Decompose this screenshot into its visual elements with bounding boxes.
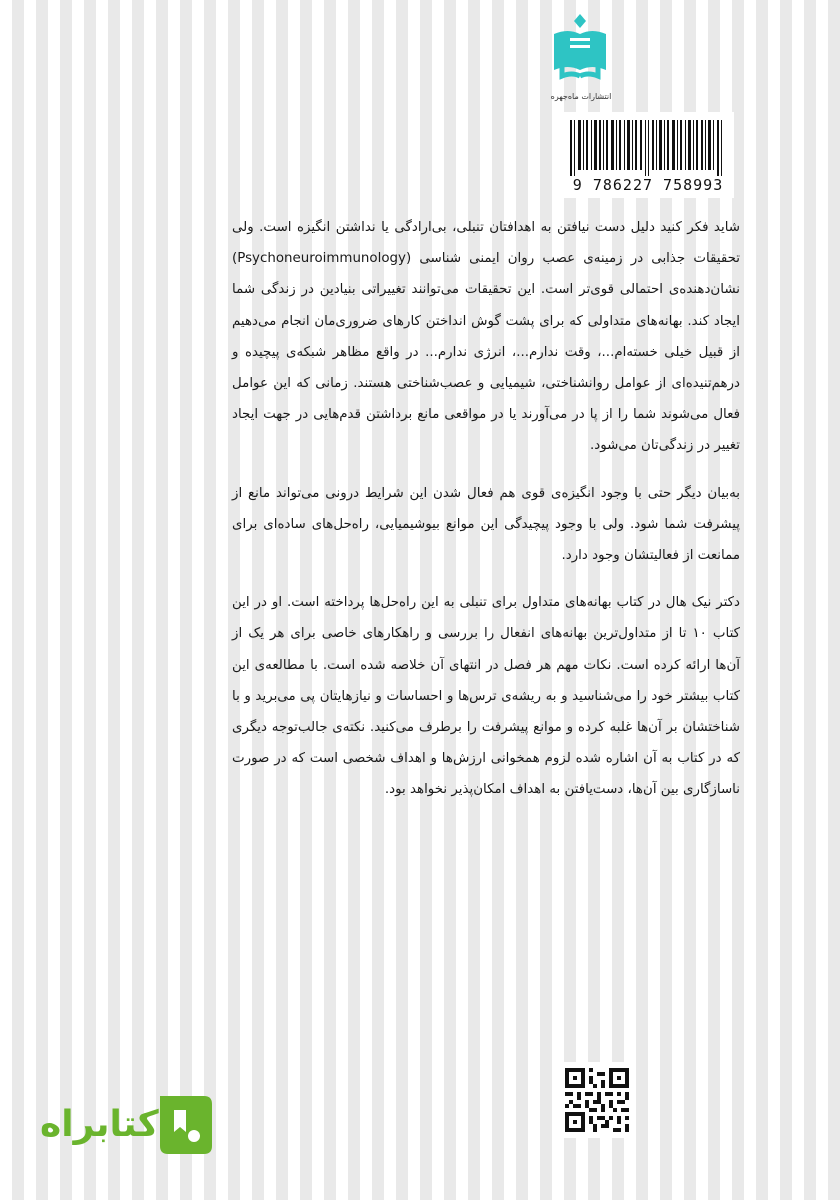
- barcode-bars: [568, 120, 728, 176]
- ketabrah-bookmark-icon: [154, 1092, 216, 1158]
- ketabrah-wordmark: کتابراه: [40, 1104, 159, 1145]
- ketabrah-logo: [36, 1092, 216, 1158]
- isbn-barcode: [562, 112, 734, 198]
- description-paragraph-2: به‌بیان دیگر حتی با وجود انگیزه‌ی قوی هم فعال شدن این شرایط درونی می‌تواند مانع از پیشرفت شما شود. ولی با وجود پیچید‌گی این موانع بیوشیمیایی، راه‌حل‌های ساده‌ای برای ممانعت از فعالیتشان وجود دارد.: [232, 485, 740, 564]
- barcode-digits: 9 786227 758993: [572, 176, 724, 194]
- qr-code: [558, 1062, 636, 1138]
- back-cover-description: [232, 212, 740, 822]
- description-paragraph-1: شاید فکر کنید دلیل دست نیافتن به اهدافتان تنبلی، بی‌اراد‌گی یا نداشتن انگیزه است. ولی تحقیقات جذابی در زمینه‌ی عصب روان ایمنی شناسی (Psychoneuroimmunology) نشان‌دهنده‌ی احتمالی قوی‌تر است. این تحقیقات می‌توانند تغییراتی بنیادین در زند‌گی شما ایجاد کند. بهانه‌های متداولی که برای پشت گوش انداختن کارهای ضروری‌مان انجام می‌دهیم از قبیل خیلی خسته‌ام...، وقت ندارم...، انرژی ندارم... در واقع مظاهر شبکه‌ی پیچیده و درهم‌تنیده‌ای از عوامل روانشناختی، شیمیایی و عصب‌شناختی هستند. زمانی که این عوامل فعال می‌شوند شما را از پا در می‌آورند یا در مواقعی مانع برداشتن قدم‌هایی در جهت ایجاد تغییر در زند‌گی‌تان می‌شود.: [232, 220, 740, 454]
- publisher-book-icon: [548, 12, 612, 96]
- publisher-name: انتشارات ماه‌جهره: [550, 92, 612, 101]
- qr-code-icon: [565, 1068, 629, 1132]
- description-paragraph-3: دکتر نیک هال در کتاب بهانه‌های متداول برای تنبلی به این راه‌حل‌ها پرداخته است. او در این کتاب ۱۰ تا از متداول‌ترین بهانه‌های انفعال را بررسی و راهکارهای خاصی برای هر یک از آن‌ها ارائه کرده است. نکات مهم هر فصل در انتهای آن خلاصه شده است. با مطالعه‌ی این کتاب بیشتر خود را می‌شناسید و به ریشه‌ی ترس‌ها و احساسات و نیازهایتان پی می‌برید و با شناختشان بر آن‌ها غلبه کرده و موانع پیشرفت را برطرف می‌کنید. نکته‌ی جالب‌توجه دیگری که در کتاب به آن اشاره شده لزوم همخوانی ارزش‌ها و اهداف شخصی است که در صورت ناسازگاری بین آن‌ها، دست‌یافتن به اهداف امکان‌پذیر نخواهد بود.: [232, 595, 740, 798]
